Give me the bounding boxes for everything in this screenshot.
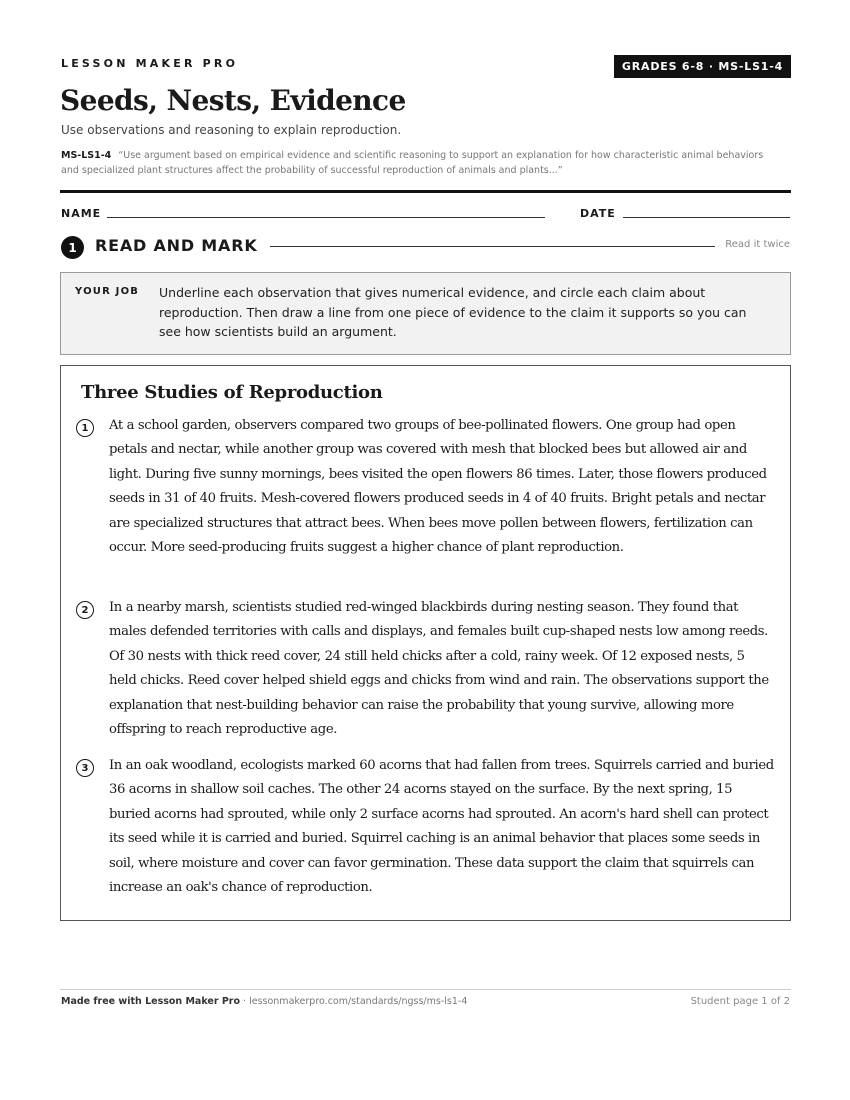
reading-title: Three Studies of Reproduction (81, 382, 383, 403)
grade-badge: GRADES 6-8 · MS-LS1-4 (614, 55, 791, 78)
reading-passage (60, 365, 791, 921)
section-note: Read it twice (725, 239, 790, 250)
page-subtitle: Use observations and reasoning to explain reproduction. (61, 123, 402, 137)
paragraph: In a nearby marsh, scientists studied red-winged blackbirds during nesting season. They found that males defended territories with calls and displays, and females built cup-shaped nests low among reeds. Of 30 nests with thick reed cover, 24 still held chicks after a cold, rainy week. Of 12 exposed nests, 5 held chicks. Reed cover helped shield eggs and chicks from wind and rain. The observations support the explanation that nest-building behavior can raise the probability that young survive, allowing more offspring to reach reproductive age. (109, 600, 769, 738)
name-field[interactable] (107, 217, 545, 218)
header-divider (60, 190, 791, 193)
paragraph-number: 2 (76, 601, 94, 619)
footer-separator: · (243, 996, 250, 1007)
section-title: READ AND MARK (95, 236, 258, 255)
footer-credit (61, 996, 467, 1007)
page-number: Student page 1 of 2 (690, 996, 790, 1007)
paragraph: In an oak woodland, ecologists marked 60 acorns that had fallen from trees. Squirrels carried and buried 36 acorns in shallow soil caches. The other 24 acorns stayed on the surface. By the next spring, 15 buried acorns had sprouted, while only 2 surface acorns had sprouted. An acorn's hard shell can protect its seed while it is carried and buried. Squirrel caching is an animal behavior that places some seeds in soil, where moisture and cover can favor germination. These data support the claim that squirrels can increase an oak's chance of reproduction. (109, 758, 774, 896)
date-field[interactable] (623, 217, 790, 218)
section-number-badge: 1 (61, 236, 84, 259)
name-label: NAME (61, 207, 102, 220)
page-title: Seeds, Nests, Evidence (60, 84, 406, 117)
job-label: YOUR JOB (75, 286, 140, 297)
standard-text: “Use argument based on empirical evidence and scientific reasoning to support an explanation for how characteristic animal behaviors and specialized plant structures affect the probability of successful reproduction of animals and plants...” (61, 150, 764, 176)
date-label: DATE (580, 207, 616, 220)
footer-made-with: Made free with Lesson Maker Pro (61, 996, 241, 1007)
paragraph-number: 3 (76, 759, 94, 777)
paragraph-number: 1 (76, 419, 94, 437)
standard-statement (61, 148, 771, 178)
section-divider (270, 246, 715, 247)
job-instructions-box (60, 272, 791, 355)
paragraph: At a school garden, observers compared two groups of bee-pollinated flowers. One group had open petals and nectar, while another group was covered with mesh that blocked bees but allowed air and light. During five sunny mornings, bees visited the open flowers 86 times. Later, those flowers produced seeds in 31 of 40 fruits. Mesh-covered flowers produced seeds in 4 of 40 fruits. Bright petals and nectar are specialized structures that attract bees. When bees move pollen between flowers, fertilization can occur. More seed-producing fruits suggest a higher chance of plant reproduction. (109, 418, 767, 556)
standard-code: MS-LS1-4 (61, 150, 112, 161)
footer-divider (60, 989, 791, 990)
footer-url[interactable]: lessonmakerpro.com/standards/ngss/ms-ls1-4 (249, 996, 468, 1007)
brand-name: LESSON MAKER PRO (61, 57, 239, 70)
job-instructions: Underline each observation that gives numerical evidence, and circle each claim about reproduction. Then draw a line from one piece of evidence to the claim it supports so you can see how scientists build an argument. (159, 285, 747, 339)
